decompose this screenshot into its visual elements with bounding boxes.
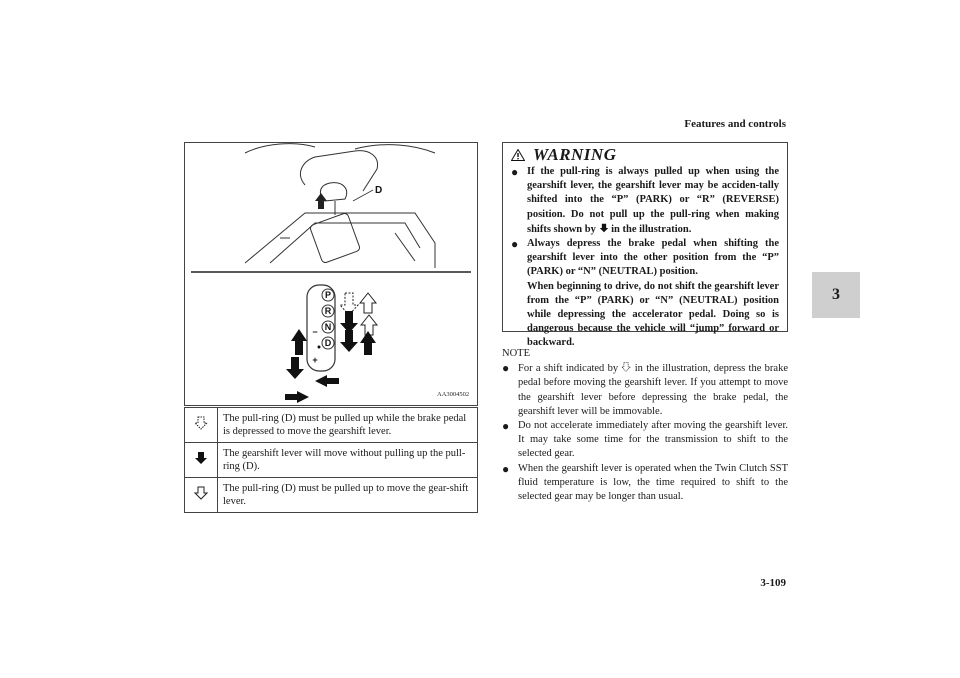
note-item [502,361,788,419]
warning-text: in the illustration. [611,223,692,235]
solid-down-arrow-icon [599,222,609,234]
page-number: 3-109 [760,577,786,589]
note-item [502,462,788,505]
hollow-dashed-down-arrow-icon [621,361,631,373]
note-text: When the gearshift lever is operated when the Twin Clutch SST fluid temperature is low, the time required to shift to the selected gear may be longer than usual. [518,462,788,503]
hollow-dashed-down-arrow-icon [185,408,218,443]
warning-triangle-icon [511,149,525,161]
section-title: Features and controls [684,118,786,130]
note-item [502,419,788,462]
arrow-legend-table [184,407,478,513]
warning-text: Always depress the brake pedal when shifting the gearshift lever into the other position from the “P” (PARK) or “N” (NEUTRAL) position. [527,238,779,278]
solid-down-arrow-icon [185,443,218,478]
legend-text: The pull-ring (D) must be pulled up to move the gear-shift lever. [218,478,478,513]
warning-item [511,165,779,237]
legend-row [185,408,478,443]
pull-ring-label: D [375,185,383,196]
gearshift-illustration [184,142,478,406]
legend-row [185,478,478,513]
warning-text: If the pull-ring is always pulled up when using the gearshift lever, the gearshift lever may be acciden-tally shifted into the “P” (PARK) or “R” (REVERSE) position. Do not pull up the pull-ring when making shifts shown by [527,166,779,235]
warning-title: WARNING [533,145,617,164]
legend-text: The gearshift lever will move without pulling up the pull-ring (D). [218,443,478,478]
bullet-icon: ● [511,237,519,252]
hollow-down-arrow-icon [185,478,218,513]
warning-item [511,237,779,351]
gearshift-drawing [185,143,477,405]
plus-label: + [312,355,318,365]
figure-code: AA3004502 [437,391,470,398]
gear-letter-p: P [324,290,332,300]
minus-label: − [312,327,318,337]
legend-text: The pull-ring (D) must be pulled up while the brake pedal is depressed to move the gearshift lever. [218,408,478,443]
note-title: NOTE [502,348,530,359]
note-text: For a shift indicated by [518,363,619,375]
bullet-icon: ● [502,461,510,476]
bullet-icon: ● [502,361,510,376]
legend-row [185,443,478,478]
gear-letter-n: N [324,322,332,332]
note-text: Do not accelerate immediately after moving the gearshift lever. It may take some time for the transmission to shift to the selected gear. [518,420,788,460]
warning-header [503,143,787,165]
warning-box [502,142,788,349]
bullet-icon: ● [502,419,510,434]
gear-letter-d: D [324,338,332,348]
note-section [502,347,788,504]
chapter-tab: 3 [812,272,860,318]
bullet-icon: ● [511,165,519,179]
warning-text: When beginning to drive, do not shift the gearshift lever from the “P” (PARK) or “N” (NEUTRAL) position while depressing the accelerator pedal. Doing so is dangerous because the vehicle will “jump” forward or backward. [527,280,779,349]
note-text: in the illustration, depress the brake pedal before moving the gearshift lever. If you attempt to move the gearshift lever before depressing the brake pedal, the gearshift lever will be immovable. [518,363,788,417]
gear-letter-r: R [324,306,332,316]
